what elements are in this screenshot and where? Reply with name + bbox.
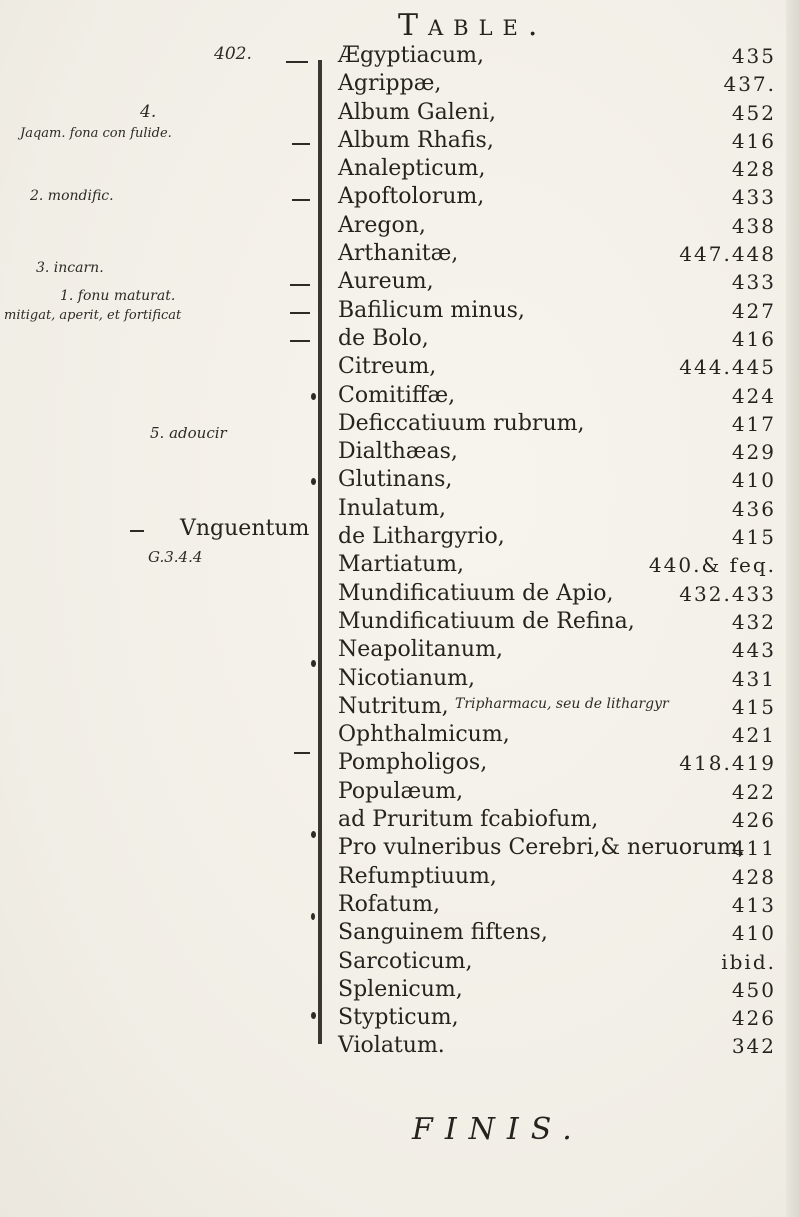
margin-note-5: 5. adoucir	[150, 424, 227, 442]
index-row	[338, 466, 788, 494]
margin-note-ung-ref: G.3.4.4	[148, 548, 203, 566]
index-row	[338, 212, 788, 240]
entry-page: 437.	[723, 72, 776, 97]
entry-page: 410	[731, 921, 776, 946]
entry-name: Album Rhafis,	[338, 127, 494, 153]
entry-name: Aregon,	[338, 212, 426, 238]
margin-dot	[311, 831, 316, 838]
entry-page: 410	[731, 468, 776, 493]
entry-name: Agrippæ,	[338, 71, 442, 97]
margin-dot	[311, 913, 315, 920]
margin-note-4: 4.	[140, 102, 157, 122]
index-row	[338, 155, 788, 183]
index-row	[338, 382, 788, 410]
entry-page: 415	[731, 694, 776, 719]
entry-page: 413	[731, 892, 776, 917]
entry-page: 426	[731, 808, 776, 833]
entry-name: Refumptiuum,	[338, 863, 497, 889]
entry-page: 426	[731, 1006, 776, 1031]
entry-name: Deficcatiuum rubrum,	[338, 410, 585, 436]
entry-page: 447.448	[679, 242, 776, 267]
entry-page: 422	[731, 779, 776, 804]
entry-page: 418.419	[679, 751, 776, 776]
margin-note-2: 2. mondific.	[30, 188, 114, 204]
index-row	[338, 551, 788, 579]
entry-name: Violatum.	[338, 1033, 445, 1059]
entry-name: Populæum,	[338, 778, 464, 804]
page-header: Table.	[398, 8, 548, 43]
margin-dash	[292, 199, 310, 201]
margin-dot	[311, 478, 316, 485]
entry-page: 444.445	[679, 355, 776, 380]
index-row	[338, 438, 788, 466]
entry-name: Splenicum,	[338, 976, 463, 1002]
entry-name: Glutinans,	[338, 467, 453, 493]
index-row	[338, 863, 788, 891]
index-row	[338, 806, 788, 834]
index-row	[338, 297, 788, 325]
entry-name: Comitiffæ,	[338, 382, 456, 408]
entry-name: Martiatum,	[338, 552, 465, 578]
index-row	[338, 580, 788, 608]
entry-name: Inulatum,	[338, 495, 447, 521]
entry-name: Stypticum,	[338, 1005, 459, 1031]
entry-page: 424	[731, 383, 776, 408]
entry-page: ibid.	[721, 949, 776, 974]
entry-name: Sanguinem fiftens,	[338, 920, 548, 946]
index-row	[338, 410, 788, 438]
entry-name: de Lithargyrio,	[338, 524, 505, 550]
entry-name: Pompholigos,	[338, 750, 488, 776]
entry-page: 429	[731, 440, 776, 465]
index-row	[338, 353, 788, 381]
entry-name: Arthanitæ,	[338, 241, 459, 267]
entry-page: 433	[731, 270, 776, 295]
index-row	[338, 99, 788, 127]
entry-page: 431	[731, 666, 776, 691]
entry-page: 438	[731, 213, 776, 238]
index-row	[338, 749, 788, 777]
entry-name: Apoftolorum,	[338, 184, 485, 210]
brace-bracket	[318, 60, 322, 1044]
index-row	[338, 70, 788, 98]
entry-page: 411	[731, 836, 776, 861]
entry-page: 432	[731, 609, 776, 634]
margin-dash	[290, 312, 310, 314]
finis: FINIS.	[412, 1112, 584, 1147]
index-row	[338, 778, 788, 806]
entry-page: 416	[731, 326, 776, 351]
margin-note-3: 3. incarn.	[36, 260, 104, 276]
index-row	[338, 268, 788, 296]
margin-dash	[290, 284, 310, 286]
margin-dash	[290, 340, 310, 342]
entry-page: 433	[731, 185, 776, 210]
entry-name: Mundificatiuum de Refina,	[338, 608, 635, 634]
entry-page: 440.& feq.	[648, 553, 776, 578]
entry-page: 427	[731, 298, 776, 323]
entry-name: Rofatum,	[338, 891, 440, 917]
index-row	[338, 523, 788, 551]
margin-dot	[311, 660, 316, 667]
margin-note-1-text: mitigat, aperit, et fortificat	[4, 308, 182, 323]
index-row	[338, 665, 788, 693]
entry-name: Analepticum,	[338, 156, 486, 182]
index-row	[338, 919, 788, 947]
entry-page: 342	[731, 1034, 776, 1059]
entry-name: Citreum,	[338, 354, 437, 380]
entry-page: 432.433	[679, 581, 776, 606]
entry-page: 415	[731, 525, 776, 550]
index-row	[338, 608, 788, 636]
entry-page: 421	[731, 723, 776, 748]
entry-name: Ophthalmicum,	[338, 722, 510, 748]
entry-page: 443	[731, 638, 776, 663]
index-row	[338, 891, 788, 919]
index-row	[338, 495, 788, 523]
entry-name: Aureum,	[338, 269, 434, 295]
index-row	[338, 834, 788, 862]
index-list	[338, 42, 788, 1061]
index-row	[338, 693, 788, 721]
index-row	[338, 636, 788, 664]
index-row	[338, 721, 788, 749]
index-row	[338, 240, 788, 268]
margin-dash	[286, 61, 308, 63]
margin-dash	[292, 143, 310, 145]
entry-name: de Bolo,	[338, 325, 429, 351]
margin-dot	[311, 393, 316, 400]
entry-page: 436	[731, 496, 776, 521]
index-row	[338, 42, 788, 70]
index-row	[338, 948, 788, 976]
entry-page: 452	[731, 100, 776, 125]
entry-name: Ægyptiacum,	[338, 43, 484, 68]
margin-dot	[311, 1012, 316, 1019]
margin-note-top: 402.	[214, 44, 252, 64]
entry-name: Neapolitanum,	[338, 637, 503, 663]
index-row	[338, 976, 788, 1004]
entry-name: Dialthæas,	[338, 439, 458, 465]
index-row	[338, 183, 788, 211]
margin-note-nutritum: Tripharmacu, seu de lithargyr	[455, 696, 669, 712]
index-row	[338, 1032, 788, 1060]
entry-name: Album Galeni,	[338, 99, 496, 125]
entry-page: 435	[731, 44, 776, 68]
entry-page: 416	[731, 128, 776, 153]
index-row	[338, 325, 788, 353]
entry-page: 417	[731, 411, 776, 436]
entry-name: Bafilicum minus,	[338, 297, 525, 323]
entry-page: 450	[731, 977, 776, 1002]
margin-dash	[130, 530, 144, 532]
index-row	[338, 127, 788, 155]
page-edge	[786, 0, 800, 1217]
entry-name: Sarcoticum,	[338, 948, 473, 974]
entry-name: Nutritum,	[338, 693, 449, 719]
index-row	[338, 1004, 788, 1032]
entry-page: 428	[731, 864, 776, 889]
group-label: Vnguentum	[180, 516, 310, 541]
entry-name: ad Pruritum fcabiofum,	[338, 807, 599, 833]
entry-name: Mundificatiuum de Apio,	[338, 580, 614, 606]
margin-note-1: 1. fonu maturat.	[60, 288, 176, 304]
margin-note-4-text: Jaqam. fona con fulide.	[20, 126, 172, 141]
entry-name: Pro vulneribus Cerebri,& neruorum,	[338, 835, 745, 861]
entry-name: Nicotianum,	[338, 665, 476, 691]
margin-dash	[294, 752, 310, 754]
entry-page: 428	[731, 157, 776, 182]
